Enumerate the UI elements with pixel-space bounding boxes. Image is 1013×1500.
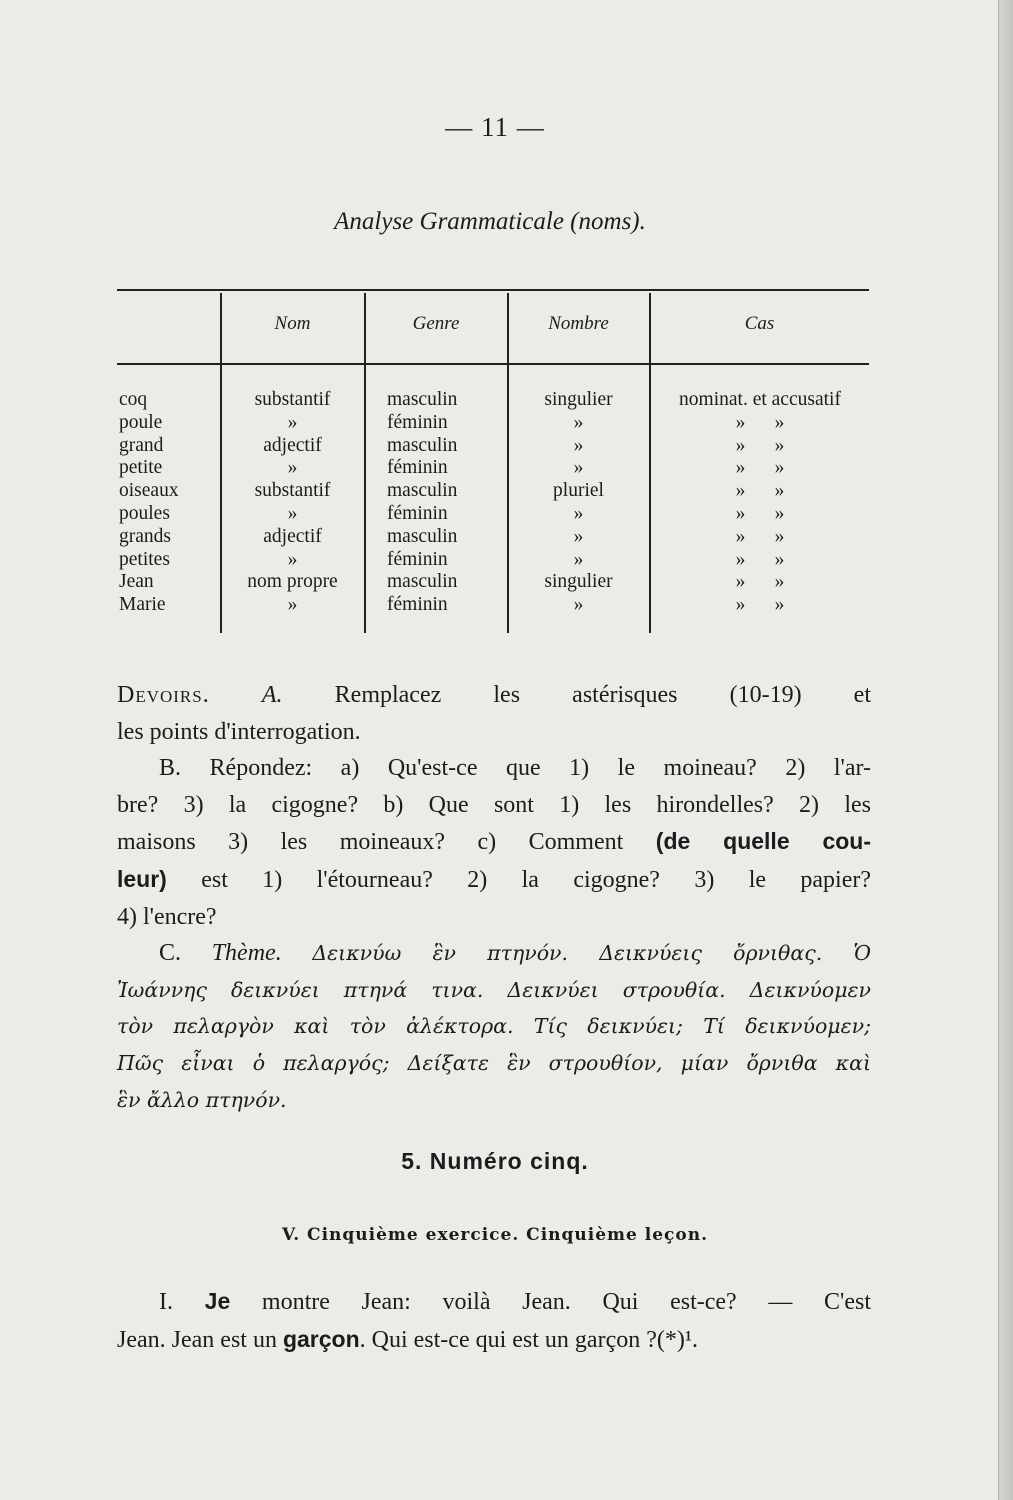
cell-nombre: » <box>573 548 584 570</box>
devoirs-c-line1 <box>117 935 871 972</box>
cell-nombre: » <box>573 503 584 524</box>
cell-nom: » <box>287 503 298 524</box>
cell-genre: féminin <box>387 503 448 524</box>
devoirs-a-text: Remplacez les astérisques (10-19) et <box>334 682 872 708</box>
lesson-line1-text: montre Jean: voilà Jean. Qui est-ce? — C'est <box>261 1289 872 1315</box>
devoirs-b-line3-text: maisons 3) les moineaux? c) Comment <box>117 829 624 856</box>
cell-nom: substantif <box>254 389 331 410</box>
cell-genre: masculin <box>387 434 458 456</box>
devoirs-label: Devoirs. <box>117 682 210 708</box>
devoirs-b-line4-text: est 1) l'étourneau? 2) la cigogne? 3) le papier? <box>201 866 871 893</box>
header-genre: Genre <box>412 313 460 334</box>
page-edge <box>998 0 1013 1500</box>
lesson-exercise-title: V. Cinquième exercice. Cinquième leçon. <box>281 1225 708 1245</box>
cell-nom: » <box>287 411 298 433</box>
section-title: Analyse Grammaticale (noms). <box>334 208 646 235</box>
cell-word: coq <box>119 389 148 410</box>
lesson-line1-bold: Je <box>204 1288 231 1314</box>
lesson-line2-text-c: . Qui est-ce qui est un garçon ?(*)¹. <box>359 1326 699 1353</box>
cell-word: poules <box>119 503 170 524</box>
cell-word: Marie <box>119 594 166 616</box>
cell-genre: masculin <box>387 571 458 593</box>
header-nom: Nom <box>274 313 311 334</box>
cell-word: petites <box>119 548 170 570</box>
cell-genre: féminin <box>387 457 448 479</box>
devoirs-a-line1 <box>117 677 871 714</box>
devoirs-c-greek1: Δεικνύω ἓν πτηνόν. Δεικνύεις ὄρνιθας. Ὁ <box>312 941 872 966</box>
cell-cas: » » <box>735 548 785 570</box>
devoirs-b-line4 <box>117 861 871 899</box>
header-cas: Cas <box>744 313 775 334</box>
cell-cas: » » <box>735 434 785 456</box>
cell-genre: féminin <box>387 411 448 433</box>
devoirs-b-line3-bold: (de quelle cou- <box>655 828 872 855</box>
lesson-line2-bold: garçon <box>282 1325 360 1352</box>
cell-word: poule <box>119 411 163 433</box>
cell-nombre: » <box>573 457 584 479</box>
devoirs-b-line5: 4) l'encre? <box>117 903 217 930</box>
cell-genre: masculin <box>387 480 458 502</box>
cell-nom: adjectif <box>263 434 322 456</box>
devoirs-block <box>117 677 871 1118</box>
devoirs-c-label: C. <box>159 940 182 967</box>
cell-nombre: singulier <box>544 389 613 410</box>
cell-cas: » » <box>735 594 785 616</box>
cell-cas: » » <box>735 525 785 547</box>
cell-nombre: singulier <box>544 571 613 593</box>
devoirs-c-theme: Thème. <box>211 940 282 967</box>
cell-cas: » » <box>735 457 785 479</box>
cell-nom: adjectif <box>263 525 322 547</box>
lesson-number-title: 5. Numéro cinq. <box>401 1148 589 1174</box>
table-header-rule <box>117 363 869 365</box>
cell-nom: » <box>287 594 298 616</box>
cell-nombre: » <box>573 411 584 433</box>
table-top-rule <box>117 289 869 291</box>
devoirs-c-line3: τὸν πελαργὸν καὶ τὸν ἀλέκτορα. Τίς δεικνύει; Τί δεικνύομεν; <box>117 1014 871 1039</box>
cell-nom: » <box>287 548 298 570</box>
cell-word: grands <box>119 525 171 547</box>
cell-cas: » » <box>735 503 785 524</box>
devoirs-c-line5: ἓν ἄλλο πτηνόν. <box>117 1087 287 1112</box>
cell-nom: » <box>287 457 298 479</box>
cell-cas: nominat. et accusatif <box>679 389 841 410</box>
devoirs-b-line2: bre? 3) la cigogne? b) Que sont 1) les hirondelles? 2) les <box>117 791 871 818</box>
cell-word: oiseaux <box>119 480 179 502</box>
cell-nom: nom propre <box>247 571 338 593</box>
lesson-line2 <box>117 1321 871 1359</box>
cell-word: Jean <box>119 571 154 593</box>
devoirs-a-label: A. <box>261 682 283 708</box>
grammar-table <box>117 289 869 633</box>
cell-nombre: » <box>573 434 584 456</box>
cell-genre: masculin <box>387 389 458 410</box>
cell-cas: » » <box>735 571 785 593</box>
cell-nombre: » <box>573 525 584 547</box>
lesson-line1 <box>117 1283 871 1321</box>
devoirs-c-line4: Πῶς εἶναι ὁ πελαργός; Δείξατε ἓν στρουθίον, μίαν ὄρνιθα καὶ <box>117 1050 871 1075</box>
devoirs-b-line4-bold: leur) <box>117 865 167 892</box>
cell-genre: féminin <box>387 548 448 570</box>
cell-word: petite <box>119 457 163 479</box>
devoirs-b-line3 <box>117 823 871 861</box>
cell-nom: substantif <box>254 480 331 502</box>
cell-cas: » » <box>735 480 785 502</box>
cell-nombre: » <box>573 594 584 616</box>
lesson-line1-num: I. <box>159 1289 173 1315</box>
lesson-paragraph <box>117 1283 871 1358</box>
cell-genre: féminin <box>387 594 448 616</box>
lesson-line2-text-a: Jean. Jean est un <box>117 1326 277 1353</box>
cell-word: grand <box>119 434 164 456</box>
devoirs-a-line2: les points d'interrogation. <box>117 718 361 745</box>
table-column-rule <box>364 293 366 633</box>
cell-nombre: pluriel <box>553 480 604 502</box>
header-nombre: Nombre <box>548 313 609 334</box>
cell-cas: » » <box>735 411 785 433</box>
devoirs-b-line1: B. Répondez: a) Qu'est-ce que 1) le moineau? 2) l'ar- <box>159 755 871 782</box>
devoirs-c-line2: Ἰωάννης δεικνύει πτηνά τινα. Δεικνύει στρουθία. Δεικνύομεν <box>117 977 871 1002</box>
page-number: — 11 — <box>445 112 545 142</box>
cell-genre: masculin <box>387 525 458 547</box>
